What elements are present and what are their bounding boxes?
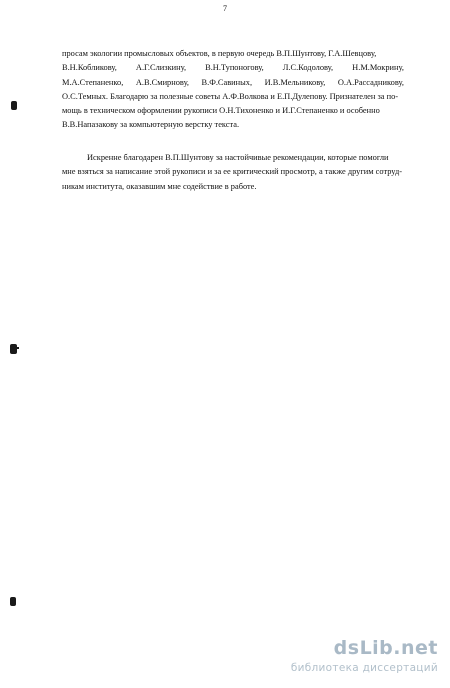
text-segment: В.Ф.Савиных, — [201, 77, 253, 87]
acknowledgement-paragraph — [62, 47, 404, 133]
text-segment: В.Н.Кобликову, — [62, 63, 117, 73]
text-segment: Н.М.Мокрину, — [352, 63, 404, 73]
text-line — [62, 76, 404, 90]
text-line — [62, 90, 404, 104]
text-segment: М.А.Степаненко, — [62, 77, 124, 87]
text-segment: А.В.Смирнову, — [135, 77, 190, 87]
text-segment: мощь в техническом оформлении рукописи О.Н.Тихоненко и И.Г.Степаненко и особенно — [62, 106, 380, 116]
text-segment: В.Н.Тупоногову, — [205, 63, 264, 73]
text-segment: никам института, оказавшим мне содействие в работе. — [62, 181, 257, 191]
text-line — [62, 104, 404, 118]
watermark-subtitle: библиотека диссертаций — [290, 662, 438, 674]
text-segment: В.В.Напазакову за компьютерную верстку текста. — [62, 120, 240, 130]
text-segment: Л.С.Кодолову, — [282, 63, 334, 73]
text-segment: мне взяться за написание этой рукописи и за ее критический просмотр, а также другим сотруд- — [62, 167, 402, 177]
margin-mark — [10, 597, 16, 606]
watermark-logo: dsLib.net — [333, 637, 438, 659]
text-segment: О.А.Рассадникову, — [337, 77, 404, 87]
text-line — [62, 61, 404, 75]
page-number: 7 — [223, 4, 227, 13]
text-line — [62, 118, 404, 132]
text-segment: И.В.Мельникову, — [264, 77, 326, 87]
margin-mark — [10, 344, 17, 354]
text-segment: О.С.Темных. Благодарю за полезные советы А.Ф.Волкова и Е.П.Дулепову. Признателен за по- — [62, 91, 399, 101]
gratitude-paragraph — [62, 151, 404, 194]
text-line — [62, 165, 404, 179]
text-line — [62, 180, 404, 194]
margin-mark — [11, 101, 17, 110]
text-segment: А.Г.Слизкину, — [135, 63, 187, 73]
watermark — [248, 637, 438, 679]
text-line — [62, 47, 404, 61]
text-segment: Искренне благодарен В.П.Шунтову за настойчивые рекомендации, которые помогли — [87, 153, 389, 162]
text-segment: просам экологии промысловых объектов, в первую очередь В.П.Шунтову, Г.А.Шевцову, — [62, 49, 377, 58]
text-line — [62, 151, 404, 165]
